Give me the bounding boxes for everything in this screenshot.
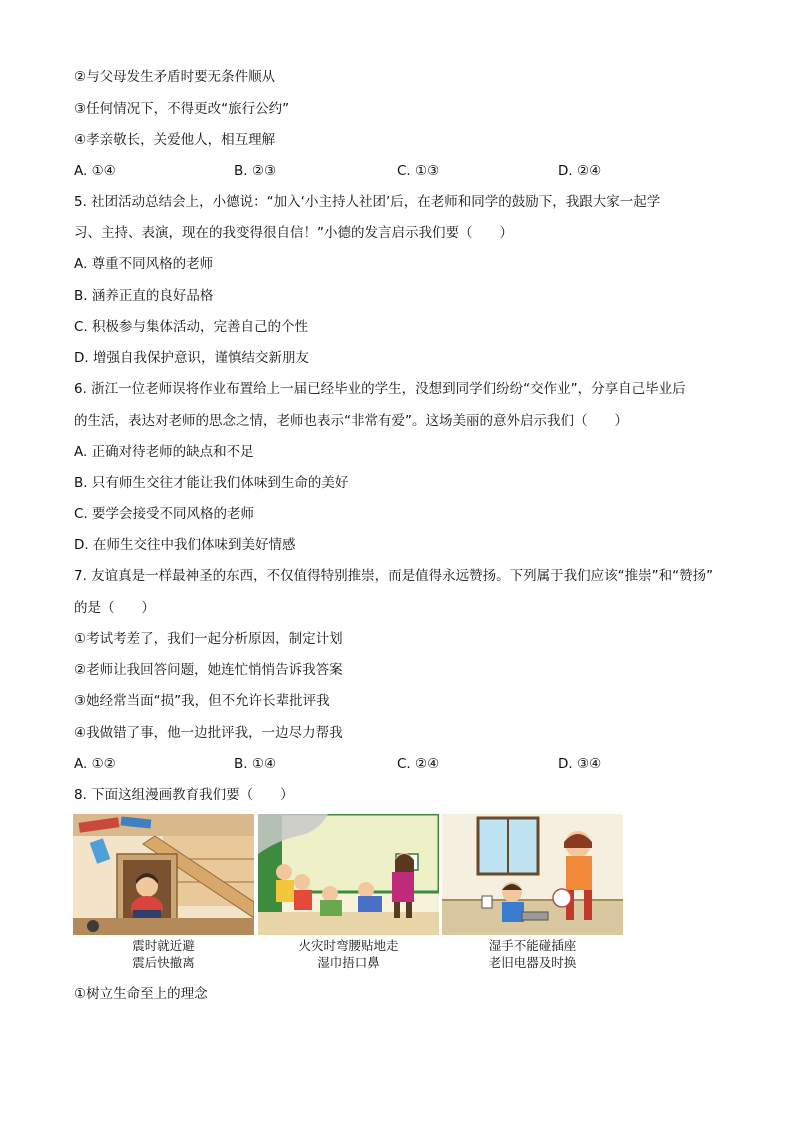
caption-fire-line-1: 火灾时弯腰贴地走 [298, 938, 399, 953]
q4-option-b: B. ②③ [234, 163, 277, 179]
caption-fire-line-2: 湿巾捂口鼻 [317, 955, 380, 970]
q7-option-c: C. ②④ [397, 756, 440, 772]
q7-option-b: B. ①④ [234, 756, 277, 772]
q7-stem-line-2: 的是（ ） [74, 600, 155, 616]
q7-stem-line-1: 7. 友谊真是一样最神圣的东西，不仅值得特别推崇，而是值得永远赞扬。下列属于我们应该“推崇”和“赞扬” [74, 568, 714, 584]
q6-option-d: D. 在师生交往中我们体味到美好情感 [74, 537, 296, 553]
q4-option-d: D. ②④ [558, 163, 602, 179]
q5-option-d: D. 增强自我保护意识，谨慎结交新朋友 [74, 350, 309, 366]
earthquake-cartoon [73, 814, 254, 935]
electrical-safety-cartoon [442, 814, 623, 935]
q5-stem-line-1: 5. 社团活动总结会上，小德说：“加入‘小主持人社团’后，在老师和同学的鼓励下，我跟大家一起学 [74, 194, 661, 210]
q7-option-d: D. ③④ [558, 756, 602, 772]
q7-item-4: ④我做错了事，他一边批评我，一边尽力帮我 [74, 725, 343, 741]
q5-stem-line-2: 习、主持、表演，现在的我变得很自信！”小德的发言启示我们要（ ） [74, 225, 513, 241]
q5-option-a: A. 尊重不同风格的老师 [74, 256, 214, 272]
q4-option-c: C. ①③ [397, 163, 440, 179]
caption-earthquake-line-2: 震后快撤离 [132, 955, 195, 970]
caption-earthquake-line-1: 震时就近避 [132, 938, 195, 953]
q6-option-b: B. 只有师生交往才能让我们体味到生命的美好 [74, 475, 349, 491]
q7-option-a: A. ①② [74, 756, 116, 772]
q8-stem: 8. 下面这组漫画教育我们要（ ） [74, 787, 294, 803]
q8-item-1: ①树立生命至上的理念 [74, 986, 208, 1002]
q6-stem-line-2: 的生活，表达对老师的思念之情，老师也表示“非常有爱”。这场美丽的意外启示我们（ ） [74, 413, 628, 429]
q5-option-c: C. 积极参与集体活动，完善自己的个性 [74, 319, 309, 335]
q5-option-b: B. 涵养正直的良好品格 [74, 288, 214, 304]
q6-stem-line-1: 6. 浙江一位老师误将作业布置给上一届已经毕业的学生，没想到同学们纷纷“交作业”，分享自己毕业后 [74, 381, 686, 397]
q7-item-3: ③她经常当面“损”我，但不允许长辈批评我 [74, 693, 330, 709]
fire-escape-cartoon [258, 814, 439, 935]
q4-item-4: ④孝亲敬长，关爱他人，相互理解 [74, 132, 276, 148]
q4-item-3: ③任何情况下，不得更改“旅行公约” [74, 101, 290, 117]
q6-option-a: A. 正确对待老师的缺点和不足 [74, 444, 254, 460]
q4-option-a: A. ①④ [74, 163, 116, 179]
q6-option-c: C. 要学会接受不同风格的老师 [74, 506, 255, 522]
caption-electric-line-2: 老旧电器及时换 [488, 955, 577, 970]
q7-item-1: ①考试考差了，我们一起分析原因，制定计划 [74, 631, 343, 647]
caption-electric-line-1: 湿手不能碰插座 [488, 938, 577, 953]
q4-item-2: ②与父母发生矛盾时要无条件顺从 [74, 69, 276, 85]
q7-item-2: ②老师让我回答问题，她连忙悄悄告诉我答案 [74, 662, 343, 678]
